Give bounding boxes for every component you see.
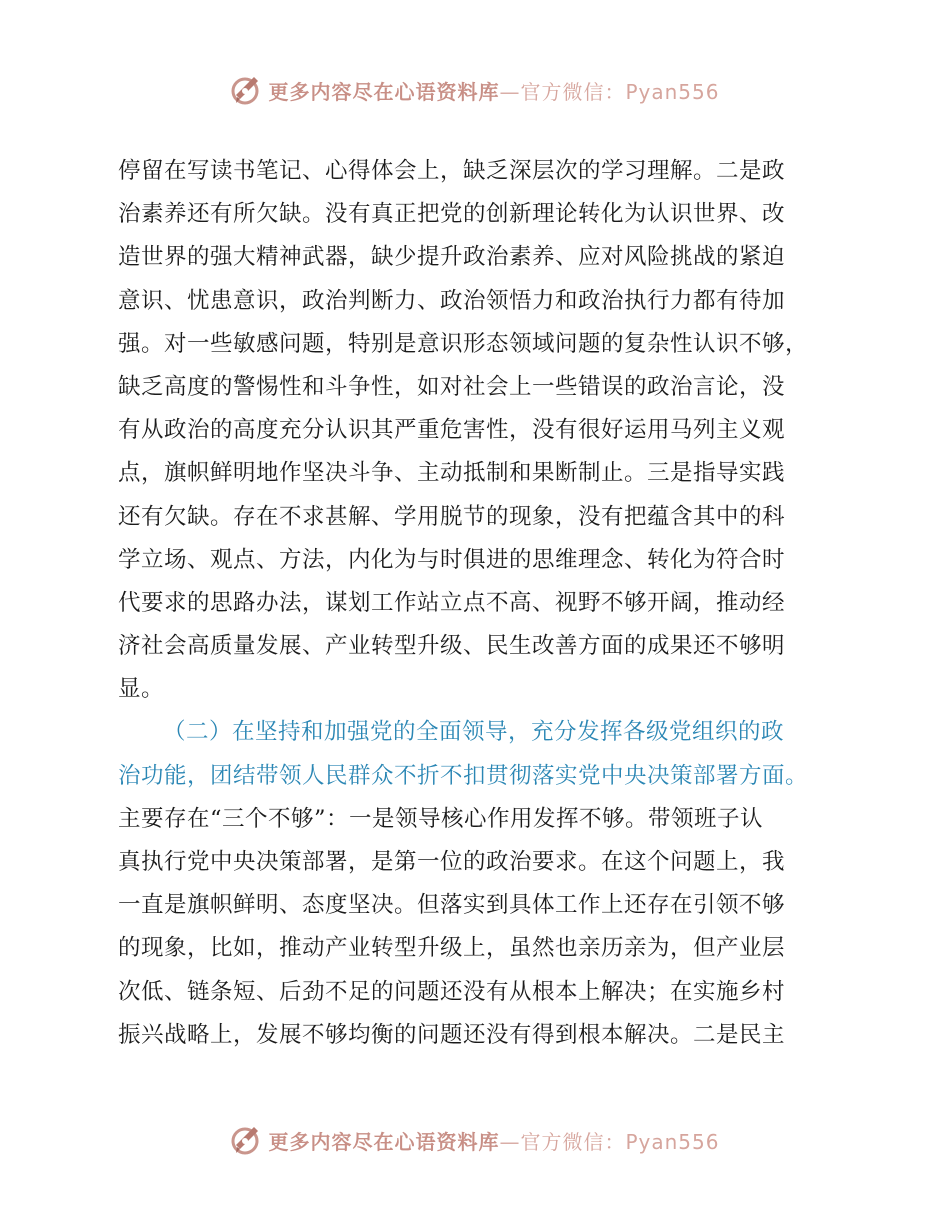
- text-line: 意识、忧患意识，政治判断力、政治领悟力和政治执行力都有待加: [118, 287, 786, 314]
- heading-line: 治功能，团结带领人民群众不折不扣贯彻落实党中央决策部署方面。: [118, 762, 809, 789]
- text-line: 缺乏高度的警惕性和斗争性，如对社会上一些错误的政治言论，没: [118, 373, 786, 400]
- text-line: 主要存在“三个不够”：一是领导核心作用发挥不够。带领班子认: [118, 805, 764, 832]
- watermark-text: [268, 1126, 719, 1155]
- watermark-text: [268, 76, 719, 105]
- text-line: 真执行党中央决策部署，是第一位的政治要求。在这个问题上，我: [118, 849, 786, 875]
- text-line: 还有欠缺。存在不求甚解、学用脱节的现象，没有把蕴含其中的科: [118, 503, 786, 530]
- heading-line: （二）在坚持和加强党的全面领导，充分发挥各级党组织的政: [163, 719, 785, 746]
- text-line: 造世界的强大精神武器，缺少提升政治素养、应对风险挑战的紧迫: [118, 244, 786, 271]
- text-line: 一直是旗帜鲜明、态度坚决。但落实到具体工作上还存在引领不够: [118, 892, 786, 919]
- document-body: [118, 150, 838, 1057]
- section-heading: [118, 711, 838, 797]
- watermark-main: 更多内容尽在心语资料库: [268, 79, 500, 104]
- pen-nib-icon: [230, 1123, 264, 1157]
- watermark-main: 更多内容尽在心语资料库: [268, 1129, 500, 1154]
- text-line: 代要求的思路办法，谋划工作站立点不高、视野不够开阔，推动经: [118, 589, 786, 616]
- text-line: 治素养还有所欠缺。没有真正把党的创新理论转化为认识世界、改: [118, 201, 786, 228]
- watermark-footer: [0, 1120, 950, 1160]
- text-line: 学立场、观点、方法，内化为与时俱进的思维理念、转化为符合时: [118, 546, 786, 573]
- watermark-separator: —: [499, 1129, 521, 1154]
- text-line: 有从政治的高度充分认识其严重危害性，没有很好运用马列主义观: [118, 417, 786, 444]
- text-line: 停留在写读书笔记、心得体会上，缺乏深层次的学习理解。二是政: [118, 158, 786, 184]
- paragraph-1: [118, 150, 838, 711]
- text-line: 济社会高质量发展、产业转型升级、民生改善方面的成果还不够明: [118, 633, 786, 660]
- text-line: 点，旗帜鲜明地作坚决斗争、主动抵制和果断制止。三是指导实践: [118, 460, 786, 487]
- watermark-separator: —: [499, 79, 521, 104]
- watermark-tail: 官方微信：Pyan556: [520, 1129, 720, 1154]
- watermark-tail: 官方微信：Pyan556: [520, 79, 720, 104]
- text-line: 的现象，比如，推动产业转型升级上，虽然也亲历亲为，但产业层: [118, 935, 786, 962]
- text-line: 显。: [118, 676, 165, 703]
- text-line: 强。对一些敏感问题，特别是意识形态领域问题的复杂性认识不够，: [118, 330, 809, 357]
- text-line: 振兴战略上，发展不够均衡的问题还没有得到根本解决。二是民主: [118, 1021, 786, 1048]
- pen-nib-icon: [230, 73, 264, 107]
- text-line: 次低、链条短、后劲不足的问题还没有从根本上解决；在实施乡村: [118, 978, 786, 1005]
- watermark-header: [0, 70, 950, 110]
- paragraph-2: [118, 798, 838, 1057]
